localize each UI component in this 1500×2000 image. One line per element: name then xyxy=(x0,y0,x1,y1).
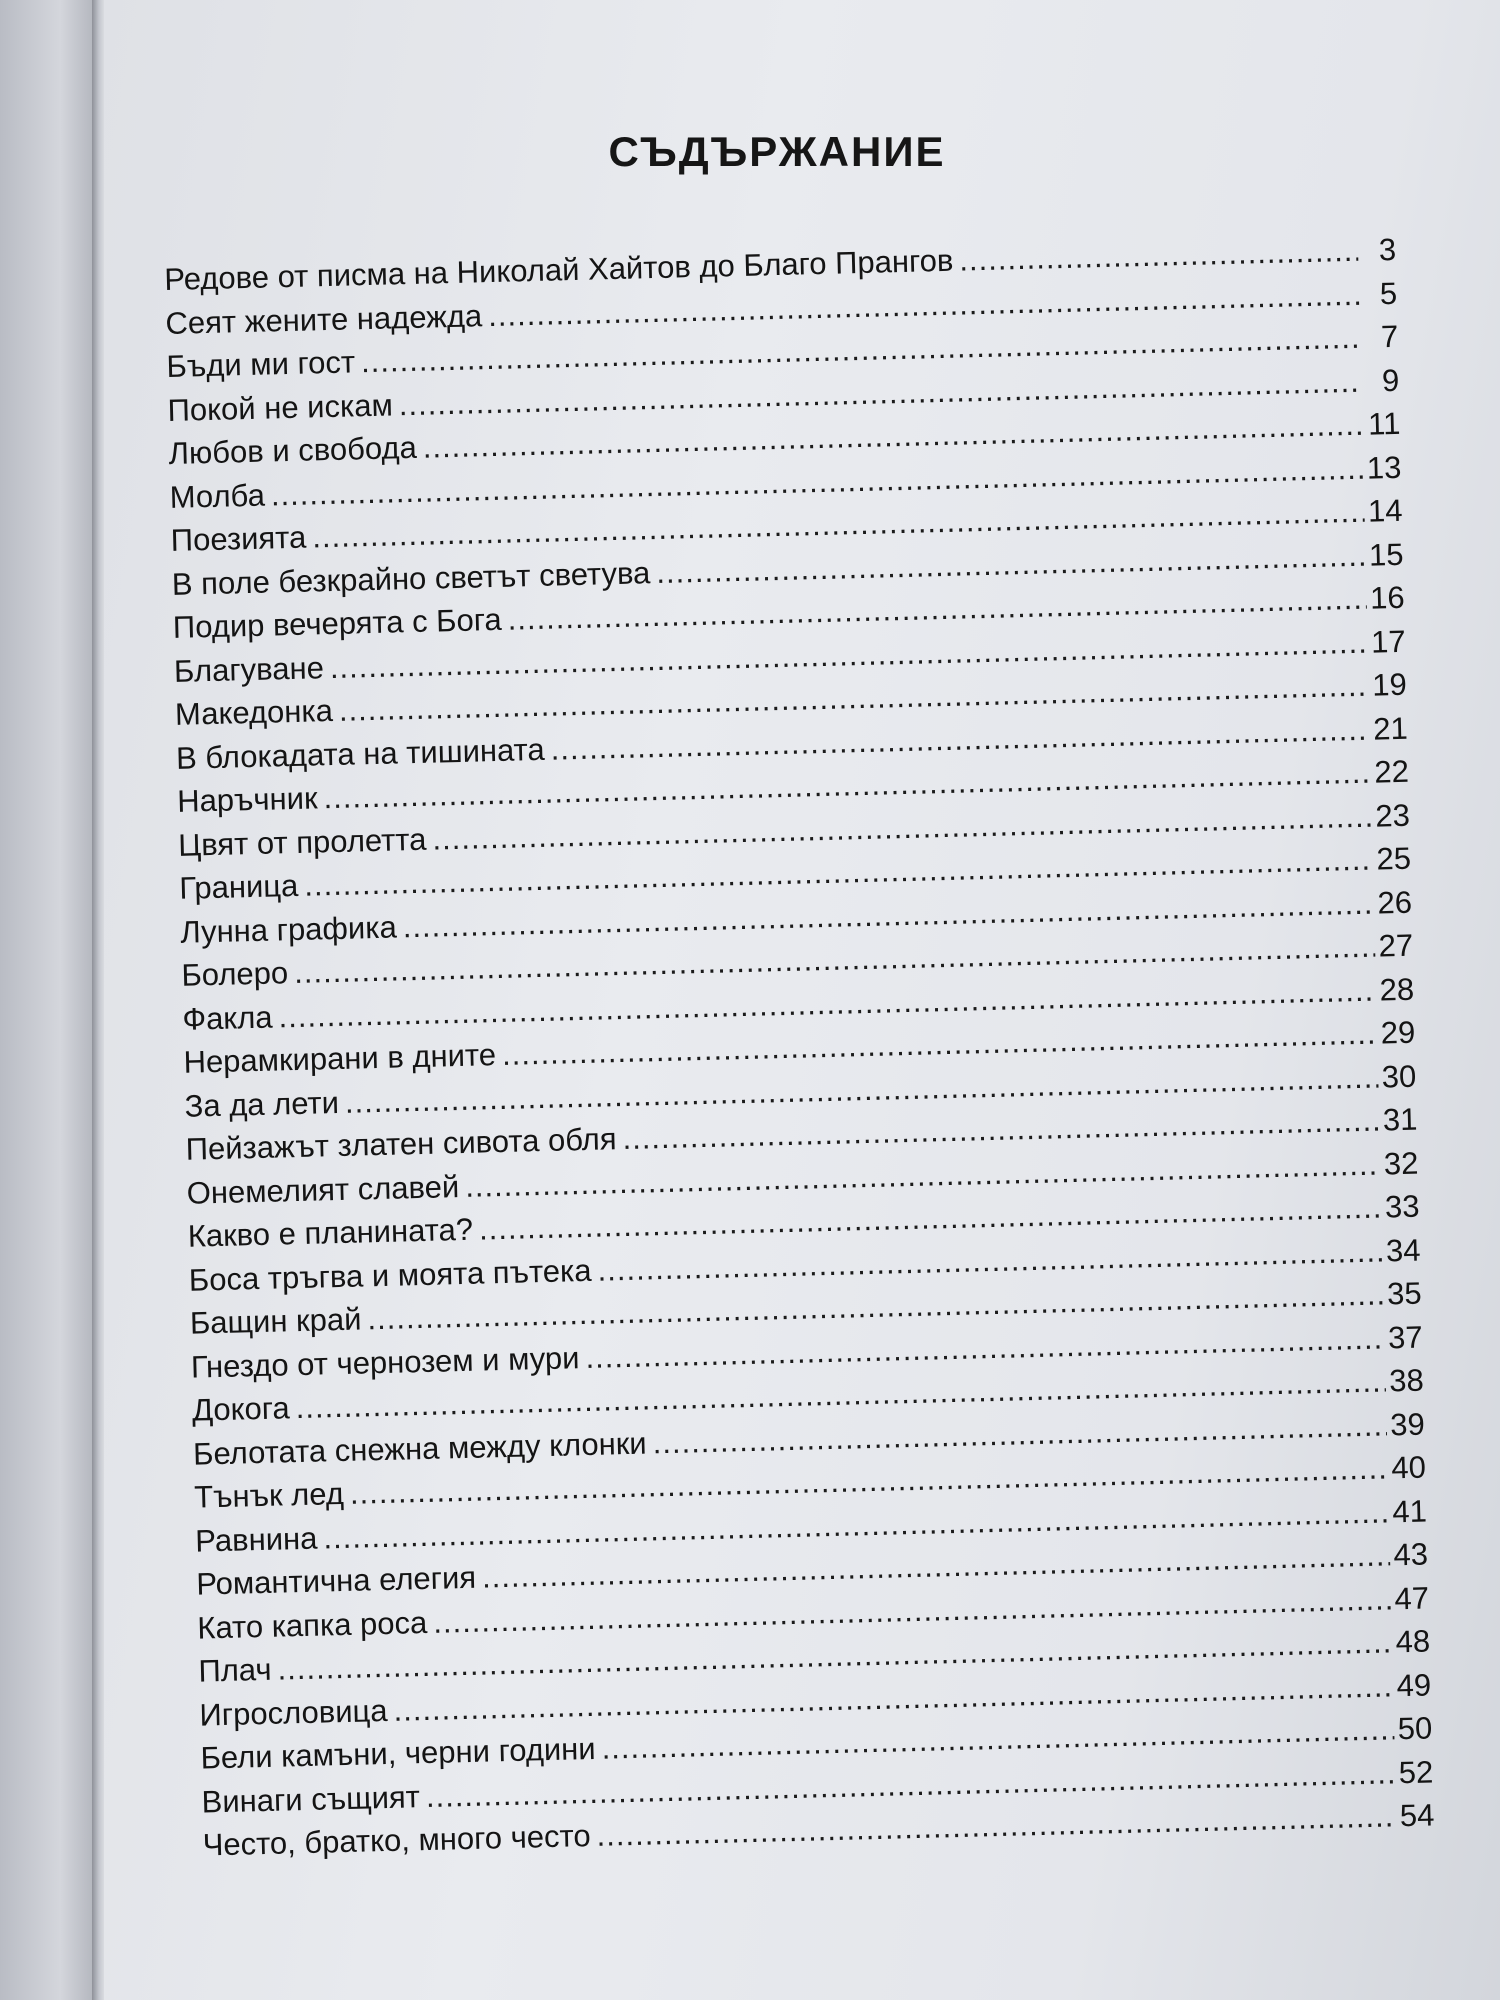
toc-entry-title: Винаги същият xyxy=(201,1778,421,1820)
toc-entry-page: 15 xyxy=(1368,536,1404,573)
left-page-edge xyxy=(0,0,100,2000)
toc-entry-page: 35 xyxy=(1386,1275,1422,1312)
toc-entry-page: 21 xyxy=(1372,710,1409,747)
toc-entry-page: 50 xyxy=(1397,1710,1433,1747)
toc-entry-title: Бащин край xyxy=(189,1301,362,1341)
toc-entry-page: 7 xyxy=(1380,318,1399,355)
toc-entry-title: Онемелият славей xyxy=(186,1168,460,1211)
toc-entry-title: Лунна графика xyxy=(179,909,398,950)
toc-entry-page: 33 xyxy=(1384,1188,1420,1225)
toc-entry-page: 28 xyxy=(1379,971,1415,1008)
toc-entry-page: 27 xyxy=(1378,927,1414,964)
toc-entry-title: Цвят от пролетта xyxy=(177,821,427,863)
toc-entry-page: 9 xyxy=(1381,362,1400,398)
table-of-contents xyxy=(164,232,1435,1871)
toc-entry-title: Бъди ми гост xyxy=(166,344,356,384)
toc-entry-title: Болеро xyxy=(181,955,289,993)
toc-entry-title: Поезията xyxy=(170,519,307,558)
toc-entry-page: 30 xyxy=(1381,1058,1417,1094)
page-title: СЪДЪРЖАНИЕ xyxy=(608,128,946,175)
toc-entry-title: Романтична елегия xyxy=(195,1559,477,1602)
toc-entry-page: 34 xyxy=(1385,1232,1421,1268)
toc-entry-title: Равнина xyxy=(194,1520,318,1559)
toc-entry-page: 49 xyxy=(1396,1666,1432,1703)
toc-entry-page: 41 xyxy=(1391,1493,1428,1529)
toc-entry-page: 43 xyxy=(1393,1536,1429,1573)
toc-entry-page: 47 xyxy=(1394,1579,1430,1616)
toc-entry-title: В поле безкрайно светът светува xyxy=(171,554,651,602)
toc-entry-page: 29 xyxy=(1380,1014,1416,1051)
toc-entry-title: Благуване xyxy=(173,649,325,689)
toc-entry-page: 22 xyxy=(1373,753,1410,790)
toc-entry-page: 16 xyxy=(1369,579,1405,616)
toc-entry-page: 19 xyxy=(1371,666,1408,703)
toc-entry-title: Гнездо от чернозем и мури xyxy=(190,1339,580,1385)
toc-entry-title: Граница xyxy=(178,867,299,906)
book-page xyxy=(104,0,1500,2000)
toc-entry-page: 5 xyxy=(1379,275,1398,311)
toc-entry-page: 11 xyxy=(1367,405,1401,442)
toc-entry-page: 14 xyxy=(1367,492,1403,529)
toc-entry-page: 23 xyxy=(1374,797,1411,834)
toc-entry-title: Често, братко, много често xyxy=(202,1818,591,1863)
toc-entry-title: В блокадата на тишината xyxy=(175,731,546,776)
toc-entry-title: Редове от писма на Николай Хайтов до Благо Прангов xyxy=(164,242,954,297)
toc-entry-title: Нерамкирани в дните xyxy=(183,1037,497,1080)
toc-entry-page: 17 xyxy=(1370,623,1407,660)
toc-entry-title: Белотата снежна между клонки xyxy=(192,1425,648,1472)
toc-entry-title: Тънък лед xyxy=(193,1475,345,1515)
toc-entry-title: Като капка роса xyxy=(196,1604,428,1646)
toc-entry-title: Сеят жените надежда xyxy=(165,297,483,341)
toc-entry-title: Бели камъни, черни години xyxy=(200,1730,596,1776)
toc-entry-title: Пейзажът златен сивота обля xyxy=(185,1121,617,1167)
toc-entry-page: 38 xyxy=(1388,1362,1425,1399)
toc-entry-title: Любов и свобода xyxy=(168,429,418,471)
toc-entry-title: Боса тръгва и моята пътека xyxy=(188,1252,592,1298)
toc-entry-page: 32 xyxy=(1383,1145,1419,1181)
toc-entry-page: 31 xyxy=(1382,1101,1418,1138)
toc-leader-dots xyxy=(959,233,1359,279)
toc-entry-title: За да лети xyxy=(184,1084,340,1124)
toc-entry-page: 39 xyxy=(1389,1406,1426,1442)
toc-entry-title: Игрословица xyxy=(199,1692,388,1733)
toc-entry-page: 48 xyxy=(1395,1623,1431,1660)
toc-entry-title: Подир вечерята с Бога xyxy=(172,601,503,645)
toc-entry-title: Покой не искам xyxy=(167,386,394,428)
toc-entry-title: Докога xyxy=(191,1390,291,1428)
toc-entry-title: Македонка xyxy=(174,693,334,732)
toc-entry-title: Факла xyxy=(182,999,273,1037)
toc-entry-page: 26 xyxy=(1377,884,1413,921)
toc-entry-title: Какво е планината? xyxy=(187,1211,474,1254)
toc-entry-page: 37 xyxy=(1387,1319,1424,1355)
toc-entry-title: Плач xyxy=(198,1651,272,1689)
toc-entry-title: Молба xyxy=(169,477,266,515)
toc-entry-page: 13 xyxy=(1366,449,1402,486)
toc-entry-page: 52 xyxy=(1398,1753,1434,1790)
toc-entry-page: 3 xyxy=(1378,231,1397,268)
toc-entry-page: 25 xyxy=(1376,840,1412,877)
toc-entry-title: Наръчник xyxy=(176,780,318,819)
toc-entry-page: 54 xyxy=(1399,1797,1435,1834)
toc-entry-page: 40 xyxy=(1390,1449,1427,1486)
